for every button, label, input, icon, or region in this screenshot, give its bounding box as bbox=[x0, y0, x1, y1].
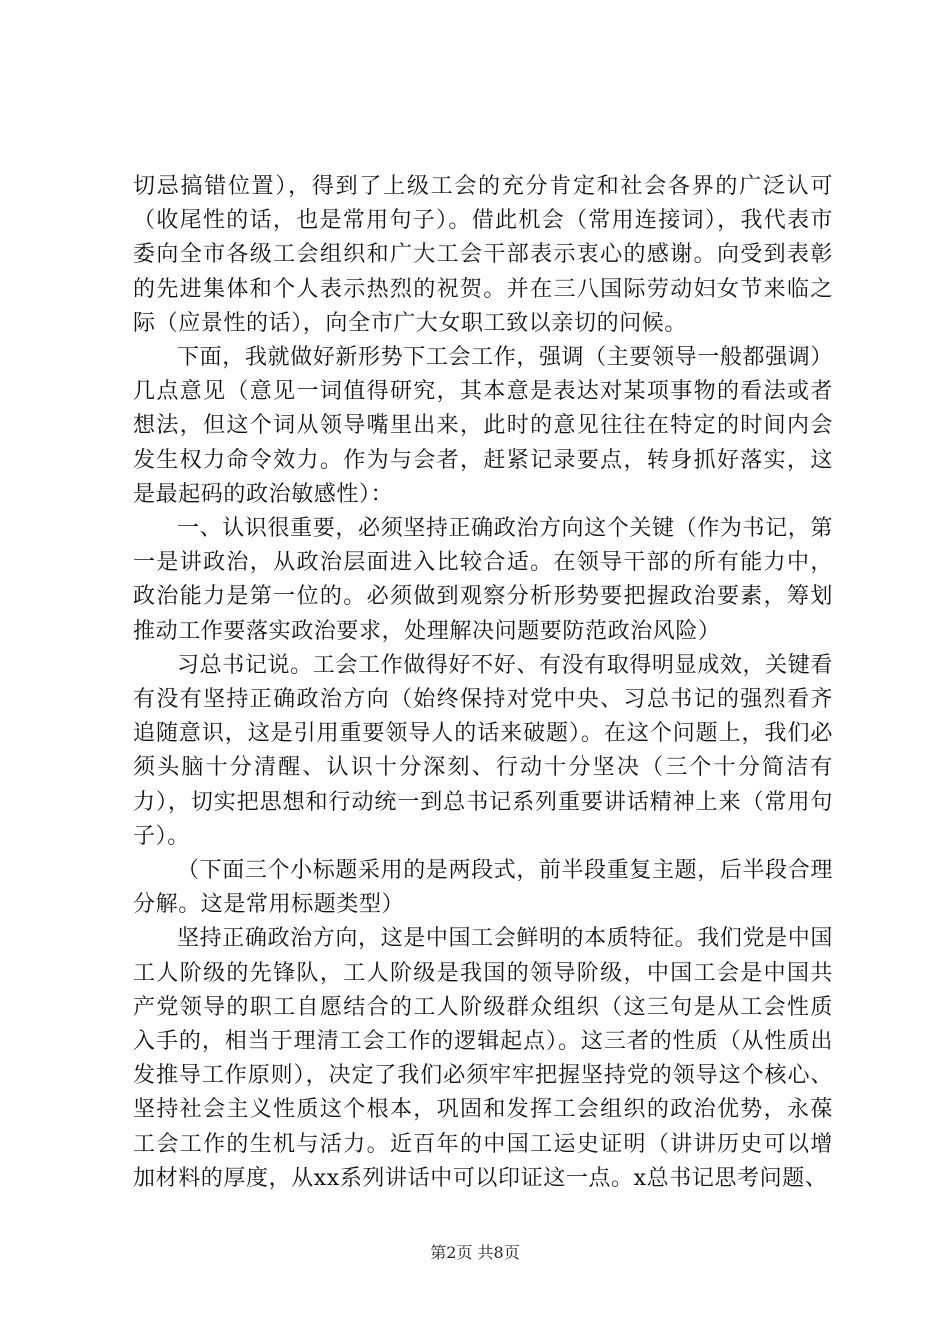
paragraph-1: 切忌搞错位置），得到了上级工会的充分肯定和社会各界的广泛认可（收尾性的话，也是常用句子）。借此机会（常用连接词），我代表市委向全市各级工会组织和广大工会干部表示衷心的感谢。向受到表彰的先进集体和个人表示热烈的祝贺。并在三八国际劳动妇女节来临之际（应景性的话），向全市广大女职工致以亲切的问候。 bbox=[133, 174, 833, 336]
page-footer bbox=[0, 1243, 950, 1263]
paragraph-5: （下面三个小标题采用的是两段式，前半段重复主题，后半段合理分解。这是常用标题类型） bbox=[133, 858, 833, 918]
paragraph-6: 坚持正确政治方向，这是中国工会鲜明的本质特征。我们党是中国工人阶级的先锋队，工人阶级是我国的领导阶级，中国工会是中国共产党领导的职工自愿结合的工人阶级群众组织（这三句是从工会性质入手的，相当于理清工会工作的逻辑起点）。这三者的性质（从性质出发推导工作原则），决定了我们必须牢牢把握坚持党的领导这个核心、坚持社会主义性质这个根本，巩固和发挥工会组织的政治优势，永葆工会工作的生机与活力。近百年的中国工运史证明（讲讲历史可以增加材料的厚度，从xx系列讲话中可以印证这一点。x总书记思考问题、 bbox=[133, 926, 833, 1191]
paragraph-2: 下面，我就做好新形势下工会工作，强调（主要领导一般都强调）几点意见（意见一词值得研究，其本意是表达对某项事物的看法或者想法，但这个词从领导嘴里出来，此时的意见往往在特定的时间内会发生权力命令效力。作为与会者，赶紧记录要点，转身抓好落实，这是最起码的政治敏感性）： bbox=[133, 345, 833, 507]
document-body bbox=[133, 170, 833, 1196]
paragraph-3: 一、认识很重要，必须坚持正确政治方向这个关键（作为书记，第一是讲政治，从政治层面进入比较合适。在领导干部的所有能力中，政治能力是第一位的。必须做到观察分析形势要把握政治要素，筹划推动工作要落实政治要求，处理解决问题要防范政治风险） bbox=[133, 516, 833, 644]
page-number-label: 第2页 共8页 bbox=[430, 1243, 520, 1262]
paragraph-4: 习总书记说。工会工作做得好不好、有没有取得明显成效，关键看有没有坚持正确政治方向（始终保持对党中央、习总书记的强烈看齐追随意识，这是引用重要领导人的话来破题）。在这个问题上，我们必须头脑十分清醒、认识十分深刻、行动十分坚决（三个十分简洁有力），切实把思想和行动统一到总书记系列重要讲话精神上来（常用句子）。 bbox=[133, 652, 833, 849]
